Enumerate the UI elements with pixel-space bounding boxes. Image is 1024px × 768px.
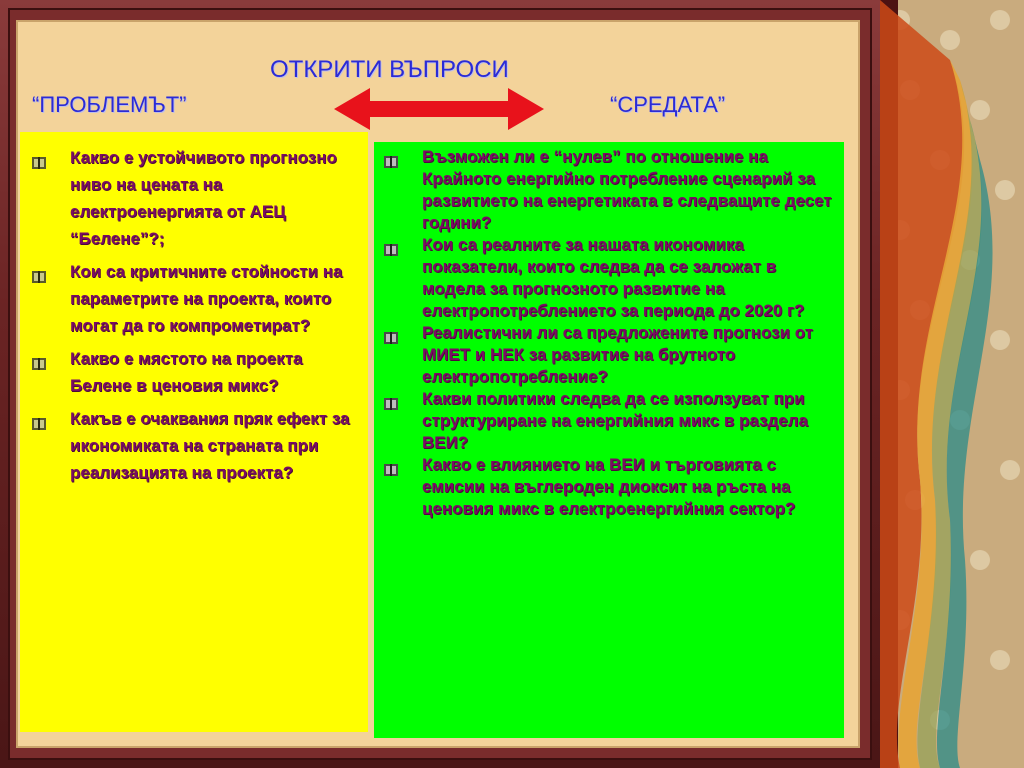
book-bullet-icon: [32, 411, 46, 423]
list-item-text: Кои са реалните за нашата икономика показатели, които следва да се заложат в модела за прогнозното развитие на електропотреблението за периода до 2020 г?: [422, 235, 805, 320]
problem-panel: [20, 132, 368, 732]
book-bullet-icon: [32, 351, 46, 363]
book-bullet-icon: [32, 150, 46, 162]
book-bullet-icon: [32, 264, 46, 276]
list-item: [32, 258, 354, 339]
list-item: [384, 234, 832, 322]
book-bullet-icon: [384, 460, 398, 472]
list-item-text: Какъв е очаквания пряк ефект за икономиката на страната при реализацията на проекта?: [70, 409, 350, 482]
list-item: [384, 322, 832, 388]
book-bullet-icon: [384, 152, 398, 164]
list-item: [384, 146, 832, 234]
list-item-text: Възможен ли е “нулев” по отношение на Крайното енергийно потребление сценарий за развитието на енергетиката в следващите десет години?: [422, 147, 832, 232]
list-item: [32, 405, 354, 486]
list-item: [384, 388, 832, 454]
decorative-side-panel: [880, 0, 1024, 768]
list-item-text: Реалистични ли са предложените прогнози от МИЕТ и НЕК за развитие на брутното електропотребление?: [422, 323, 814, 386]
environment-panel: [374, 142, 844, 738]
double-arrow-icon: [334, 88, 544, 130]
left-heading: “ПРОБЛЕМЪТ”: [32, 92, 187, 117]
book-bullet-icon: [384, 328, 398, 340]
list-item-text: Какви политики следва да се използуват при структуриране на енергийния микс в раздела ВЕИ?: [422, 389, 809, 452]
list-item-text: Какво е устойчивото прогнозно ниво на цената на електроенергията от АЕЦ “Белене”?;: [70, 148, 337, 248]
book-bullet-icon: [384, 240, 398, 252]
book-bullet-icon: [384, 394, 398, 406]
list-item: [384, 454, 832, 520]
right-heading: “СРЕДАТА”: [610, 92, 726, 117]
list-item-text: Кои са критичните стойности на параметрите на проекта, които могат да го компрометират?: [70, 262, 343, 335]
decorative-pattern-icon: [880, 0, 1024, 768]
list-item-text: Какво е влиянието на ВЕИ и търговията с емисии на въглероден диоксит на ръста на ценовия микс в електроенергийния сектор?: [422, 455, 796, 518]
list-item-text: Какво е мястото на проекта Белене в ценовия микс?: [70, 349, 303, 395]
list-item: [32, 345, 354, 399]
slide-title: ОТКРИТИ ВЪПРОСИ: [270, 56, 509, 83]
list-item: [32, 144, 354, 252]
